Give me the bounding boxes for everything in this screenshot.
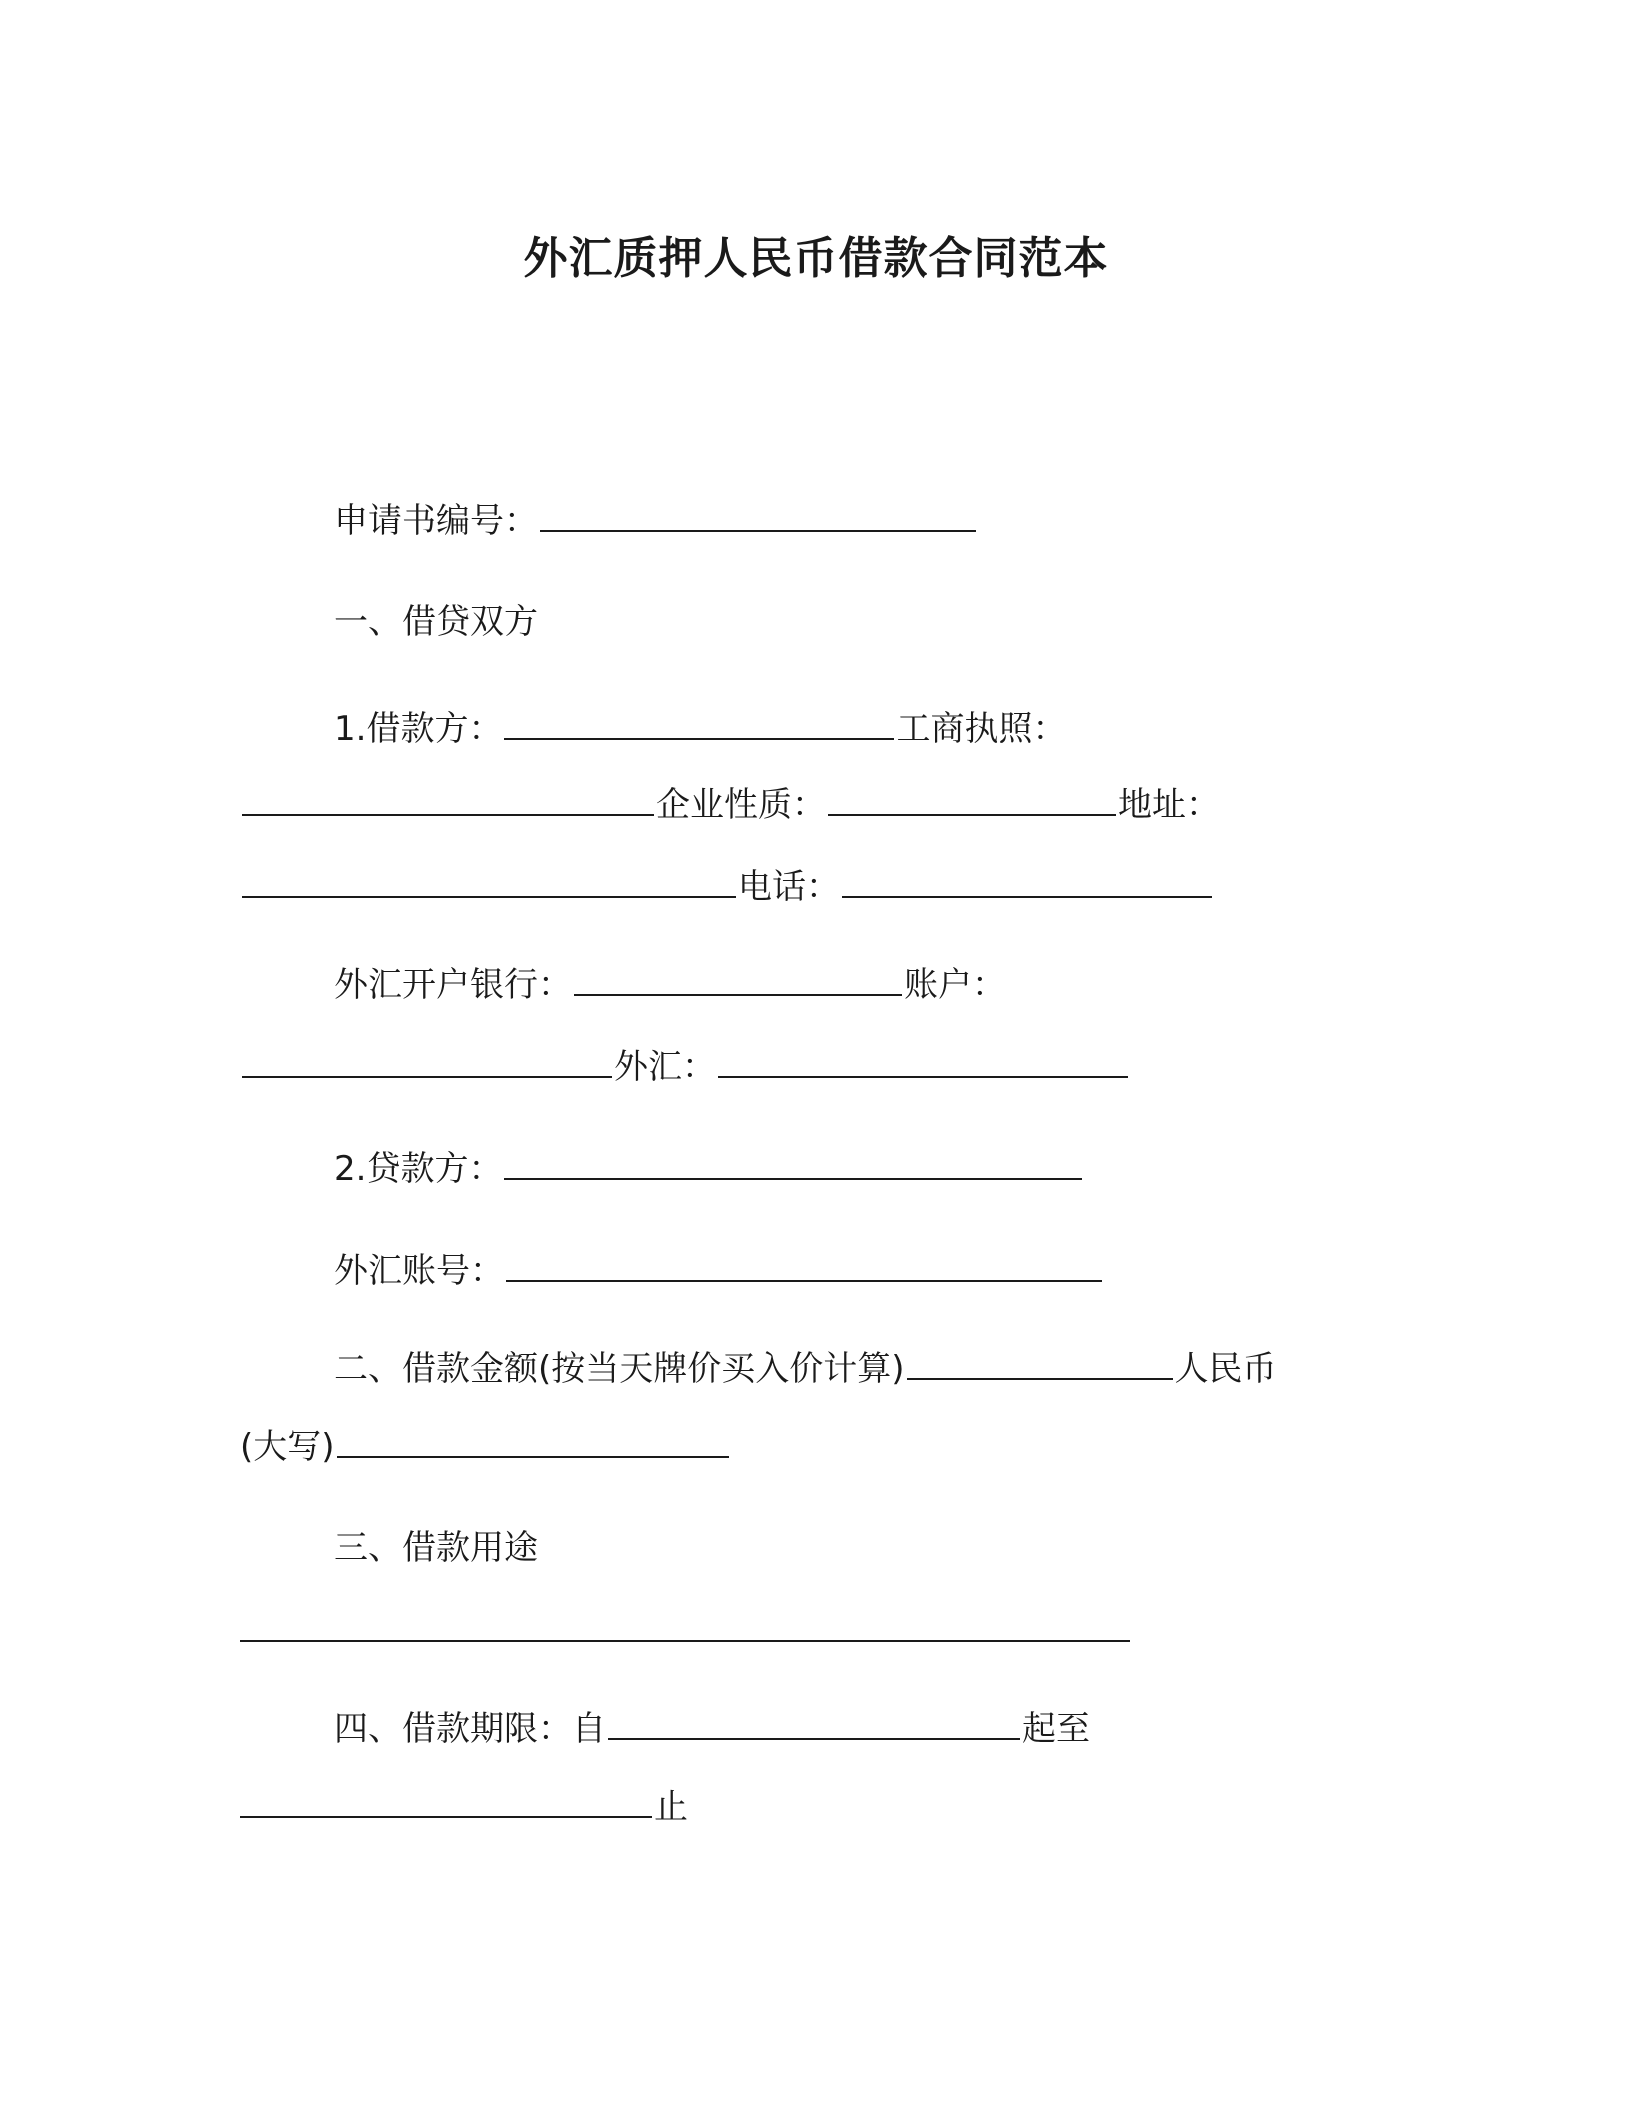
section2-heading: 二、借款金额(按当天牌价买入价计算): [334, 1349, 905, 1389]
enterprise-nature-blank[interactable]: [828, 782, 1116, 816]
account-blank[interactable]: [242, 1044, 612, 1078]
fx-bank-blank[interactable]: [574, 962, 902, 996]
phone-blank[interactable]: [842, 864, 1212, 898]
phone-row: [240, 864, 1214, 909]
fx-label: 外汇：: [614, 1047, 716, 1087]
borrower-blank[interactable]: [504, 706, 894, 740]
borrower-row: [334, 706, 1066, 751]
enterprise-row: [240, 782, 1220, 827]
borrower-label: 1.借款方：: [334, 709, 503, 749]
phone-label: 电话：: [738, 867, 840, 907]
start-to-label: 起至: [1022, 1709, 1090, 1749]
section2-row: [334, 1346, 1277, 1391]
enterprise-nature-label: 企业性质：: [656, 785, 826, 825]
rmb-label: 人民币: [1174, 1349, 1277, 1389]
address-label: 地址：: [1118, 785, 1220, 825]
capital-blank[interactable]: [337, 1424, 729, 1458]
section3-heading-text: 三、借款用途: [334, 1528, 538, 1568]
capital-row: [240, 1424, 731, 1469]
account-label: 账户：: [904, 965, 1006, 1005]
fx-row: [240, 1044, 1130, 1089]
business-license-label: 工商执照：: [896, 709, 1067, 749]
start-date-blank[interactable]: [608, 1706, 1020, 1740]
application-no-label: 申请书编号：: [334, 501, 538, 541]
lender-blank[interactable]: [504, 1146, 1082, 1180]
fx-account-label: 外汇账号：: [334, 1251, 504, 1291]
lender-label: 2.贷款方：: [334, 1149, 503, 1189]
end-label: 止: [654, 1787, 688, 1827]
fx-blank[interactable]: [718, 1044, 1128, 1078]
end-date-row: [240, 1784, 688, 1829]
purpose-blank[interactable]: [240, 1608, 1130, 1642]
application-no-row: [334, 498, 978, 543]
document-title: 外汇质押人民币借款合同范本: [523, 233, 1109, 284]
section4-heading: 四、借款期限：自: [334, 1709, 606, 1749]
application-no-blank[interactable]: [540, 498, 976, 532]
fx-bank-label: 外汇开户银行：: [334, 965, 572, 1005]
fx-bank-row: [334, 962, 1006, 1007]
purpose-row: [240, 1608, 1132, 1653]
address-blank[interactable]: [242, 864, 736, 898]
end-date-blank[interactable]: [240, 1784, 652, 1818]
section4-row: [334, 1706, 1090, 1751]
lender-row: [334, 1146, 1084, 1191]
fx-account-blank[interactable]: [506, 1248, 1102, 1282]
capital-label: (大写): [240, 1427, 335, 1467]
section3-heading: [334, 1526, 538, 1570]
amount-blank[interactable]: [907, 1346, 1173, 1380]
fx-account-row: [334, 1248, 1104, 1293]
section1-heading: [334, 600, 538, 644]
business-license-blank[interactable]: [242, 782, 654, 816]
section1-heading-text: 一、借贷双方: [334, 602, 538, 642]
